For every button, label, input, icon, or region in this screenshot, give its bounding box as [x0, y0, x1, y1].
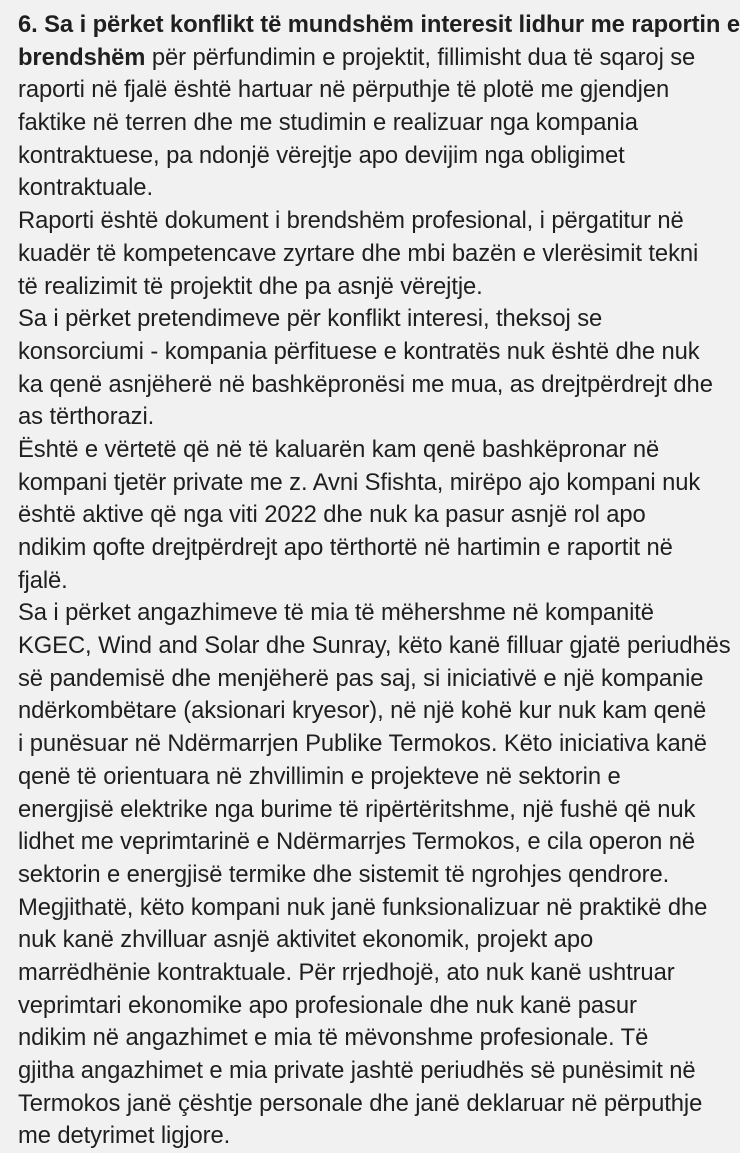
text-line: faktike në terren dhe me studimin e realizuar nga kompania	[18, 109, 638, 137]
text-line: Sa i përket angazhimeve të mia të mëhershme në kompanitë	[18, 599, 654, 627]
text-line: lidhet me veprimtarinë e Ndërmarrjes Termokos, e cila operon në	[18, 828, 696, 856]
text-line: ndikim qofte drejtpërdrejt apo tërthortë në hartimin e raportit në	[18, 534, 673, 561]
text-line: ndërkombëtare (aksionari kryesor), në një kohë kur nuk kam qenë	[18, 697, 707, 725]
text-line: kontraktuale.	[18, 174, 153, 202]
text-line: Termokos janë çështje personale dhe janë deklaruar në përputhje	[18, 1089, 703, 1117]
text-line: Megjithatë, këto kompani nuk janë funksionalizuar në praktikë dhe	[18, 893, 708, 921]
text-line: konsorciumi - kompania përfituese e kontratës nuk është dhe nuk	[18, 337, 700, 365]
heading-line-2	[18, 42, 696, 75]
text-line: ka qenë asnjëherë në bashkëpronësi me mua, as drejtpërdrejt dhe	[18, 370, 713, 398]
body-paragraphs	[18, 74, 731, 1153]
text-line: kompani tjetër private me z. Avni Sfishta, mirëpo ajo kompani nuk	[18, 468, 701, 496]
text-line: KGEC, Wind and Solar dhe Sunray, këto kanë filluar gjatë periudhës	[18, 632, 731, 660]
text-line: sektorin e energjisë termike dhe sistemit të ngrohjes qendrore.	[18, 860, 670, 888]
text-line: qenë të orientuara në zhvillimin e projekteve në sektorin e	[18, 762, 621, 790]
text-line: ndikim në angazhimet e mia të mëvonshme profesionale. Të	[18, 1024, 649, 1052]
text-line: nuk kanë zhvilluar asnjë aktivitet ekonomik, projekt apo	[18, 926, 594, 954]
heading-line-1	[18, 9, 740, 42]
text-line: as tërthorazi.	[18, 403, 155, 431]
text-line: raporti në fjalë është hartuar në përputhje të plotë me gjendjen	[18, 76, 670, 104]
text-line: kontraktuese, pa ndonjë vërejtje apo devijim nga obligimet	[18, 141, 625, 169]
text-line: energjisë elektrike nga burime të ripërtëritshme, një fushë që nuk	[18, 795, 696, 823]
text-line: veprimtari ekonomike apo profesionale dhe nuk kanë pasur	[18, 991, 637, 1019]
heading-bold-1: 6. Sa i përket konflikt të mundshëm interesit lidhur me raportin e	[18, 11, 740, 38]
heading-rest: për përfundimin e projektit, fillimisht dua të sqaroj se	[145, 43, 696, 71]
heading-bold-2: brendshëm	[18, 43, 146, 71]
text-line: i punësuar në Ndërmarrjen Publike Termokos. Këto iniciativa kanë	[18, 730, 707, 758]
text-line: marrëdhënie kontraktuale. Për rrjedhojë, ato nuk kanë ushtruar	[18, 958, 675, 986]
text-line: të realizimit të projektit dhe pa asnjë vërejtje.	[18, 272, 483, 300]
text-line: kuadër të kompetencave zyrtare dhe mbi bazën e vlerësimit tekni	[18, 239, 699, 267]
text-line: së pandemisë dhe menjëherë pas saj, si iniciativë e një kompanie	[18, 664, 704, 692]
text-line: Raporti është dokument i brendshëm profesional, i përgatitur në	[18, 207, 684, 235]
text-line: gjitha angazhimet e mia private jashtë periudhës së punësimit në	[18, 1057, 696, 1084]
text-line: është aktive që nga viti 2022 dhe nuk ka pasur asnjë rol apo	[18, 501, 646, 529]
text-line: fjalë.	[18, 566, 68, 594]
text-line: me detyrimet ligjore.	[18, 1122, 231, 1150]
text-line: Sa i përket pretendimeve për konflikt interesi, theksoj se	[18, 305, 603, 333]
text-line: Është e vërtetë që në të kaluarën kam qenë bashkëpronar në	[18, 435, 660, 463]
